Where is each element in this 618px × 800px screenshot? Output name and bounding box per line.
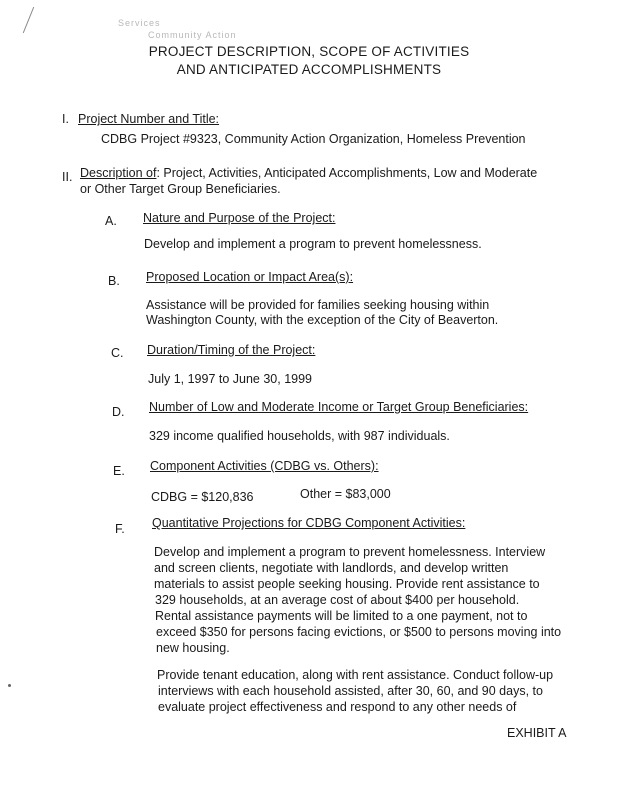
section-2-numeral: II. (62, 170, 73, 184)
item-f-para-1-line-1: Develop and implement a program to prevent homelessness. Interview (154, 545, 546, 559)
item-f-heading: Quantitative Projections for CDBG Component Activities: (152, 516, 466, 530)
item-e-cdbg: CDBG = $120,836 (151, 490, 254, 504)
item-e-heading: Component Activities (CDBG vs. Others): (150, 459, 379, 473)
item-d-heading: Number of Low and Moderate Income or Target Group Beneficiaries: (149, 400, 529, 414)
item-b-letter: B. (108, 274, 120, 288)
section-1-body: CDBG Project #9323, Community Action Organization, Homeless Prevention (101, 132, 526, 146)
item-e-letter: E. (113, 464, 125, 478)
scan-speck (8, 684, 11, 687)
item-e-other: Other = $83,000 (300, 487, 391, 501)
item-f-para-2-line-3: evaluate project effectiveness and respond to any other needs of (158, 700, 517, 714)
title-line-1: PROJECT DESCRIPTION, SCOPE OF ACTIVITIES (148, 44, 470, 59)
item-f-para-1-line-5: Rental assistance payments will be limited to a one payment, not to (155, 609, 528, 623)
item-a-heading: Nature and Purpose of the Project: (143, 211, 336, 225)
item-f-letter: F. (115, 522, 125, 536)
item-b-body-line-2: Washington County, with the exception of the City of Beaverton. (146, 313, 499, 327)
item-c-heading: Duration/Timing of the Project: (147, 343, 316, 357)
item-b-body-line-1: Assistance will be provided for families seeking housing within (146, 298, 490, 312)
pen-mark (23, 7, 34, 33)
item-a-body: Develop and implement a program to prevent homelessness. (144, 237, 482, 251)
faint-scan-text-1: Services (118, 18, 161, 28)
item-f-para-1-line-3: materials to assist people seeking housing. Provide rent assistance to (154, 577, 540, 591)
item-d-body: 329 income qualified households, with 987 individuals. (149, 429, 450, 443)
item-f-para-1-line-6: exceed $350 for persons facing evictions, or $500 to persons moving into (156, 625, 562, 639)
item-a-letter: A. (105, 214, 117, 228)
title-line-2: AND ANTICIPATED ACCOMPLISHMENTS (176, 62, 442, 77)
item-c-letter: C. (111, 346, 124, 360)
section-2-heading-underlined: Description of (80, 166, 157, 180)
section-2-heading (80, 166, 537, 180)
exhibit-label: EXHIBIT A (507, 726, 567, 740)
section-1-numeral: I. (62, 112, 69, 126)
item-f-para-1-line-2: and screen clients, negotiate with landlords, and develop written (154, 561, 509, 575)
item-f-para-2-line-1: Provide tenant education, along with rent assistance. Conduct follow-up (157, 668, 554, 682)
item-c-body: July 1, 1997 to June 30, 1999 (148, 372, 313, 386)
item-f-para-1-line-4: 329 households, at an average cost of about $400 per household. (155, 593, 520, 607)
item-f-para-1-line-7: new housing. (156, 641, 230, 655)
faint-scan-text-2: Community Action (148, 30, 237, 40)
section-1-heading: Project Number and Title: (78, 112, 220, 126)
item-d-letter: D. (112, 405, 125, 419)
item-b-heading: Proposed Location or Impact Area(s): (146, 270, 354, 284)
item-f-para-2-line-2: interviews with each household assisted, after 30, 60, and 90 days, to (158, 684, 543, 698)
section-2-heading-rest: : Project, Activities, Anticipated Accomplishments, Low and Moderate (156, 166, 538, 180)
section-2-heading-line-2: or Other Target Group Beneficiaries. (80, 182, 281, 196)
